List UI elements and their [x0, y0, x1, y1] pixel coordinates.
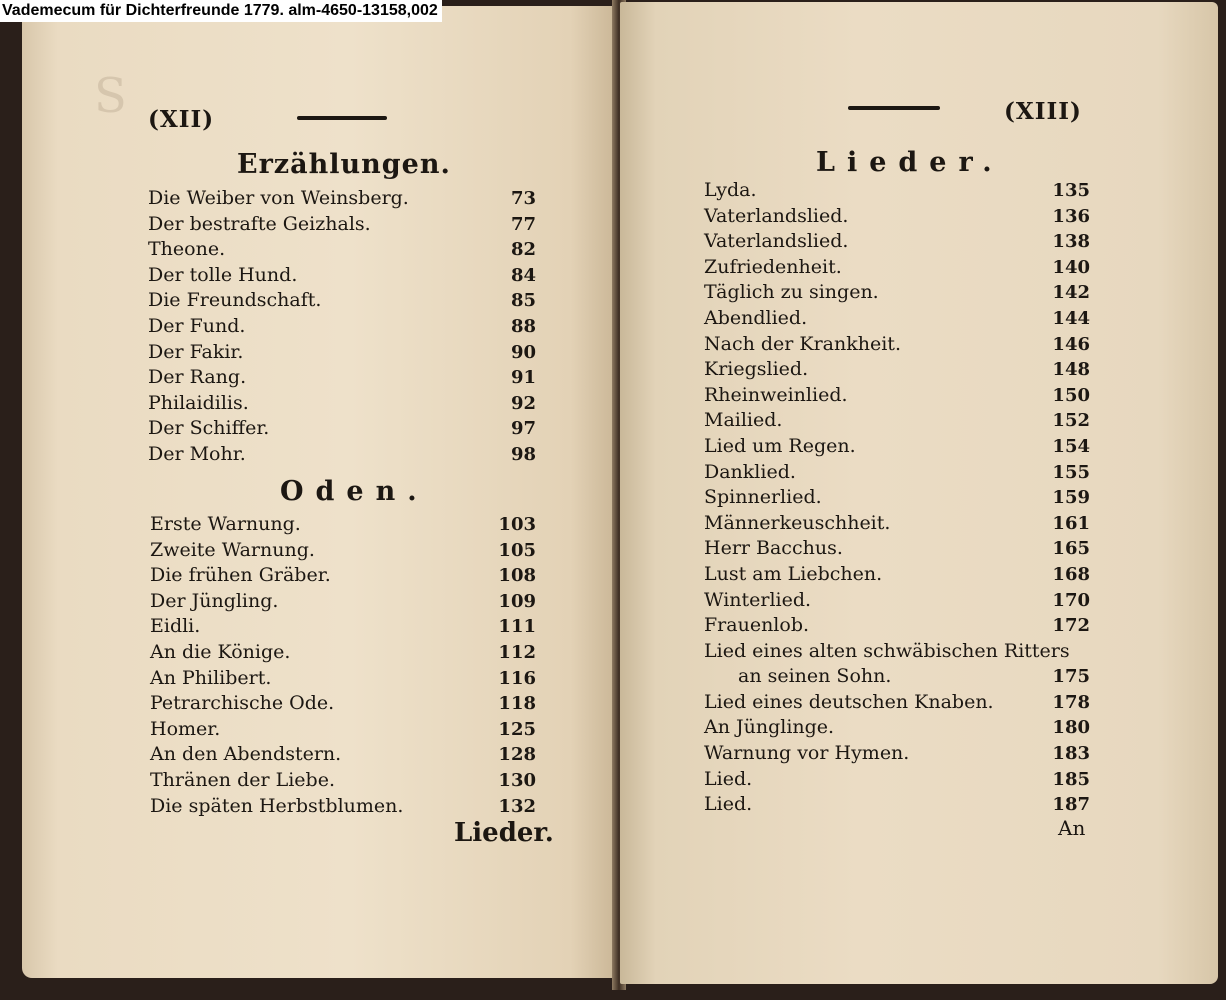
toc-entry: [148, 288, 536, 314]
entry-page-number: 142: [1052, 282, 1090, 304]
entry-page-number: 97: [510, 418, 536, 440]
show-through-mark: S: [94, 68, 127, 124]
entry-page-number: 185: [1052, 768, 1090, 790]
toc-entry: [150, 563, 536, 589]
toc-entry: [704, 204, 1090, 230]
entry-page-number: 88: [510, 315, 536, 337]
image-caption: Vademecum für Dichterfreunde 1779. alm-4650-13158,002: [0, 0, 442, 22]
entry-title: Der bestrafte Geizhals.: [148, 212, 371, 235]
toc-entry: [704, 460, 1090, 486]
entry-title: Thränen der Liebe.: [150, 768, 335, 791]
toc-entry: [150, 512, 536, 538]
toc-entry: [704, 741, 1090, 767]
entry-page-number: 138: [1052, 231, 1090, 253]
toc-entry: [150, 794, 536, 820]
entry-title: Lied eines alten schwäbischen Ritters: [704, 639, 1070, 662]
entry-page-number: 82: [510, 239, 536, 261]
entry-title: Abendlied.: [704, 306, 808, 329]
entry-title: Homer.: [150, 717, 221, 740]
entry-page-number: 118: [498, 693, 536, 715]
entry-page-number: 148: [1052, 359, 1090, 381]
right-folio: (XIII): [1004, 98, 1082, 125]
toc-entry: [150, 589, 536, 615]
entry-page-number: 159: [1052, 487, 1090, 509]
entry-title: Der Jüngling.: [150, 589, 279, 612]
entry-title: Lust am Liebchen.: [704, 562, 883, 585]
entry-title: Mailied.: [704, 409, 783, 432]
entry-title: Die Weiber von Weinsberg.: [148, 187, 409, 209]
left-folio: (XII): [148, 106, 215, 133]
toc-entry: [148, 186, 536, 212]
section-heading-lieder: Lieder.: [816, 147, 1004, 178]
entry-page-number: 170: [1052, 589, 1090, 611]
toc-entry: [148, 263, 536, 289]
entry-title: Lied um Regen.: [704, 434, 856, 457]
toc-list-lieder: [704, 178, 1090, 818]
toc-entry: [704, 357, 1090, 383]
toc-entry: [148, 365, 536, 391]
entry-title: An den Abendstern.: [150, 743, 342, 766]
entry-page-number: 154: [1052, 435, 1090, 457]
entry-title: Lyda.: [704, 179, 757, 201]
entry-title: Nach der Krankheit.: [704, 332, 901, 355]
entry-title: Eidli.: [150, 615, 201, 638]
toc-entry: [704, 332, 1090, 358]
toc-entry: [704, 536, 1090, 562]
left-page: [22, 6, 618, 978]
toc-entry: [704, 408, 1090, 434]
entry-page-number: 168: [1052, 563, 1090, 585]
entry-page-number: 116: [498, 667, 536, 689]
entry-page-number: 98: [510, 443, 536, 465]
entry-page-number: 132: [498, 795, 536, 817]
toc-entry: [148, 442, 536, 468]
entry-page-number: 125: [498, 718, 536, 740]
entry-title: Die frühen Gräber.: [150, 564, 331, 587]
entry-title: Herr Bacchus.: [704, 537, 843, 560]
entry-title: Der Fund.: [148, 314, 246, 337]
entry-page-number: 90: [510, 341, 536, 363]
entry-title: Lied eines deutschen Knaben.: [704, 690, 994, 713]
toc-entry: [148, 314, 536, 340]
toc-entry: [150, 666, 536, 692]
entry-page-number: 112: [498, 641, 536, 663]
section-heading-oden: Oden.: [280, 476, 429, 507]
entry-page-number: 136: [1052, 205, 1090, 227]
entry-page-number: 146: [1052, 333, 1090, 355]
entry-page-number: 108: [498, 565, 536, 587]
entry-title: Frauenlob.: [704, 614, 810, 637]
entry-page-number: 165: [1052, 538, 1090, 560]
entry-title: Petrarchische Ode.: [150, 692, 335, 715]
toc-entry: [148, 416, 536, 442]
toc-entry: [704, 613, 1090, 639]
toc-entry: [704, 434, 1090, 460]
catchword: Lieder.: [454, 818, 554, 848]
entry-title: Lied.: [704, 793, 753, 816]
toc-list-erzaehlungen: [148, 186, 536, 468]
entry-page-number: 130: [498, 769, 536, 791]
toc-entry: [148, 340, 536, 366]
toc-entry: [150, 717, 536, 743]
toc-entry: [704, 280, 1090, 306]
entry-page-number: 150: [1052, 384, 1090, 406]
section-heading-erzaehlungen: Erzählungen.: [237, 149, 451, 180]
entry-title: Die Freundschaft.: [148, 289, 322, 312]
toc-entry: [704, 178, 1090, 204]
entry-title: Der Fakir.: [148, 340, 244, 363]
toc-entry: [704, 767, 1090, 793]
entry-page-number: 155: [1052, 461, 1090, 483]
toc-entry: [704, 511, 1090, 537]
toc-entry: [148, 237, 536, 263]
entry-title: An Jünglinge.: [704, 716, 835, 739]
entry-page-number: 183: [1052, 743, 1090, 765]
entry-title: Männerkeuschheit.: [704, 511, 891, 534]
toc-entry: [150, 768, 536, 794]
entry-page-number: 77: [510, 213, 536, 235]
entry-page-number: 175: [1052, 666, 1090, 688]
catchword: An: [1058, 816, 1086, 840]
entry-title: Der Schiffer.: [148, 417, 270, 440]
toc-entry: [704, 485, 1090, 511]
entry-page-number: 180: [1052, 717, 1090, 739]
entry-title: Danklied.: [704, 460, 796, 483]
entry-title: Die späten Herbstblumen.: [150, 794, 404, 817]
entry-page-number: 73: [510, 188, 536, 209]
entry-title: Philaidilis.: [148, 391, 249, 414]
entry-title: Rheinweinlied.: [704, 383, 848, 406]
entry-title: Täglich zu singen.: [704, 281, 879, 304]
toc-entry: [704, 639, 1090, 665]
entry-page-number: 105: [498, 539, 536, 561]
header-rule: [848, 106, 940, 110]
entry-title: Spinnerlied.: [704, 486, 822, 509]
toc-entry: [704, 588, 1090, 614]
entry-page-number: 109: [498, 590, 536, 612]
toc-entry: [704, 255, 1090, 281]
toc-entry: [150, 614, 536, 640]
toc-entry: [704, 229, 1090, 255]
entry-title: Theone.: [148, 238, 226, 261]
entry-title: Warnung vor Hymen.: [704, 742, 910, 765]
toc-entry: [704, 306, 1090, 332]
entry-page-number: 135: [1052, 180, 1090, 201]
entry-title: Zufriedenheit.: [704, 255, 842, 278]
toc-entry: [704, 562, 1090, 588]
toc-entry: [150, 640, 536, 666]
toc-entry: [148, 212, 536, 238]
entry-page-number: 85: [510, 290, 536, 312]
entry-title: An die Könige.: [150, 640, 291, 663]
entry-title: Vaterlandslied.: [704, 204, 849, 227]
toc-entry: [704, 383, 1090, 409]
entry-page-number: 84: [510, 264, 536, 286]
entry-page-number: 161: [1052, 512, 1090, 534]
entry-page-number: 178: [1052, 691, 1090, 713]
toc-entry: [704, 664, 1090, 690]
entry-page-number: 140: [1052, 256, 1090, 278]
toc-entry: [150, 691, 536, 717]
entry-page-number: 91: [510, 367, 536, 389]
entry-title: Der tolle Hund.: [148, 263, 298, 286]
toc-entry: [148, 391, 536, 417]
entry-page-number: 152: [1052, 410, 1090, 432]
toc-entry: [704, 690, 1090, 716]
toc-entry: [704, 715, 1090, 741]
entry-title: An Philibert.: [150, 666, 272, 689]
entry-title: Zweite Warnung.: [150, 538, 315, 561]
entry-page-number: 172: [1052, 615, 1090, 637]
entry-page-number: 144: [1052, 307, 1090, 329]
toc-entry: [150, 742, 536, 768]
toc-list-oden: [150, 512, 536, 819]
entry-title: Kriegslied.: [704, 358, 809, 381]
toc-entry: [704, 792, 1090, 818]
entry-title: an seinen Sohn.: [738, 665, 892, 688]
entry-page-number: 187: [1052, 794, 1090, 816]
entry-title: Vaterlandslied.: [704, 230, 849, 253]
entry-page-number: 128: [498, 744, 536, 766]
right-page: [620, 2, 1218, 984]
entry-title: Der Rang.: [148, 366, 247, 389]
entry-page-number: 111: [498, 616, 536, 638]
entry-title: Der Mohr.: [148, 442, 246, 465]
entry-page-number: 92: [510, 392, 536, 414]
header-rule: [297, 116, 387, 120]
entry-page-number: 103: [498, 514, 536, 535]
entry-title: Erste Warnung.: [150, 513, 301, 535]
toc-entry: [150, 538, 536, 564]
entry-title: Lied.: [704, 767, 753, 790]
entry-title: Winterlied.: [704, 588, 812, 611]
